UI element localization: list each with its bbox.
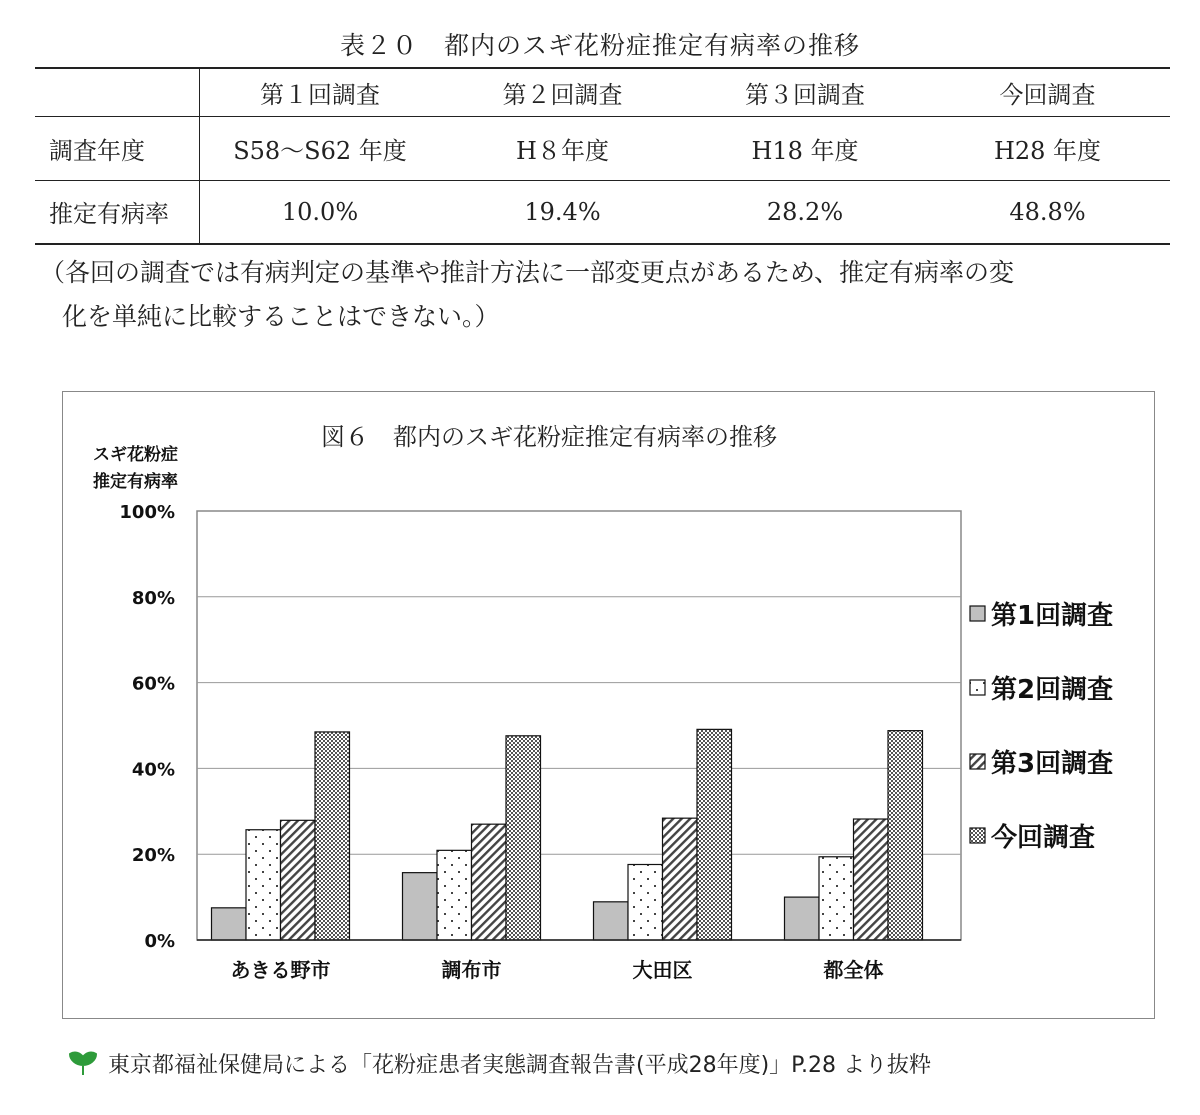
chart-frame <box>62 391 1155 1019</box>
table-row-label: 調査年度 <box>35 116 200 180</box>
table-header-row <box>35 68 1170 116</box>
legend-swatch <box>970 828 985 843</box>
ginkgo-leaf-icon <box>68 1049 98 1079</box>
y-tick-labels <box>119 502 175 952</box>
legend-swatch <box>970 754 985 769</box>
bar <box>888 731 923 940</box>
legend-swatch <box>970 606 985 621</box>
bar-chart <box>63 392 1156 1020</box>
chart-title: 図６ 都内のスギ花粉症推定有病率の推移 <box>321 423 777 451</box>
bar <box>663 818 698 940</box>
x-tick-label: あきる野市 <box>230 958 331 982</box>
source-line <box>68 1048 931 1079</box>
x-tick-label: 調布市 <box>441 958 502 982</box>
bar <box>212 908 247 940</box>
table-cell: 28.2% <box>766 197 844 226</box>
table-cell: H28 年度 <box>925 116 1170 180</box>
bar <box>472 824 507 940</box>
table-note <box>40 251 1180 339</box>
legend-label: 第3回調査 <box>991 749 1114 779</box>
x-tick-label: 大田区 <box>632 958 693 982</box>
legend-swatch <box>970 680 985 695</box>
table-row <box>35 180 1170 244</box>
table-header-cell: 第３回調査 <box>685 68 925 116</box>
note-line-2: 化を単純に比較することはできない。） <box>62 302 500 331</box>
y-tick-label: 0% <box>144 931 175 952</box>
bar <box>403 873 438 940</box>
table-title: 表２０ 都内のスギ花粉症推定有病率の推移 <box>339 31 860 60</box>
legend-label: 第1回調査 <box>991 601 1114 631</box>
table-header-cell: 第１回調査 <box>200 68 441 116</box>
prevalence-table <box>35 67 1170 245</box>
table-header-cell: 第２回調査 <box>440 68 685 116</box>
x-tick-label: 都全体 <box>823 958 884 982</box>
bar <box>506 736 541 940</box>
source-text: 東京都福祉保健局による「花粉症患者実態調査報告書(平成28年度)」P.28 より抜粋 <box>108 1053 931 1078</box>
bar <box>315 732 350 940</box>
table-row-label: 推定有病率 <box>35 180 200 244</box>
bar <box>437 850 472 940</box>
table-cell: 48.8% <box>1009 197 1086 226</box>
table-cell: 10.0% <box>281 197 359 226</box>
bar <box>246 830 281 940</box>
y-tick-label: 60% <box>131 673 175 695</box>
table-corner-cell <box>35 68 200 116</box>
table-cell: H８年度 <box>440 116 685 180</box>
y-tick-label: 100% <box>119 502 175 523</box>
table-header-cell: 今回調査 <box>925 68 1170 116</box>
bar <box>628 864 663 940</box>
bar <box>697 729 732 940</box>
table-row <box>35 116 1170 180</box>
bar <box>281 820 316 940</box>
y-tick-label: 40% <box>131 759 175 781</box>
y-axis-title-line-1: スギ花粉症 <box>93 445 178 465</box>
bar <box>854 819 889 940</box>
table-cell: 19.4% <box>524 197 601 226</box>
legend <box>970 601 1113 853</box>
table-cell: S58～S62 年度 <box>200 116 441 180</box>
bar <box>785 897 820 940</box>
y-tick-label: 20% <box>131 845 175 867</box>
y-axis-title-line-2: 推定有病率 <box>93 472 178 492</box>
legend-label: 今回調査 <box>991 823 1096 853</box>
note-line-1: （各回の調査では有病判定の基準や推計方法に一部変更点があるため、推定有病率の変 <box>40 258 1015 287</box>
y-tick-label: 80% <box>131 587 175 609</box>
bar <box>819 857 854 940</box>
legend-label: 第2回調査 <box>991 675 1114 705</box>
table-cell: H18 年度 <box>685 116 925 180</box>
bar <box>594 902 629 940</box>
x-tick-labels <box>231 958 884 982</box>
